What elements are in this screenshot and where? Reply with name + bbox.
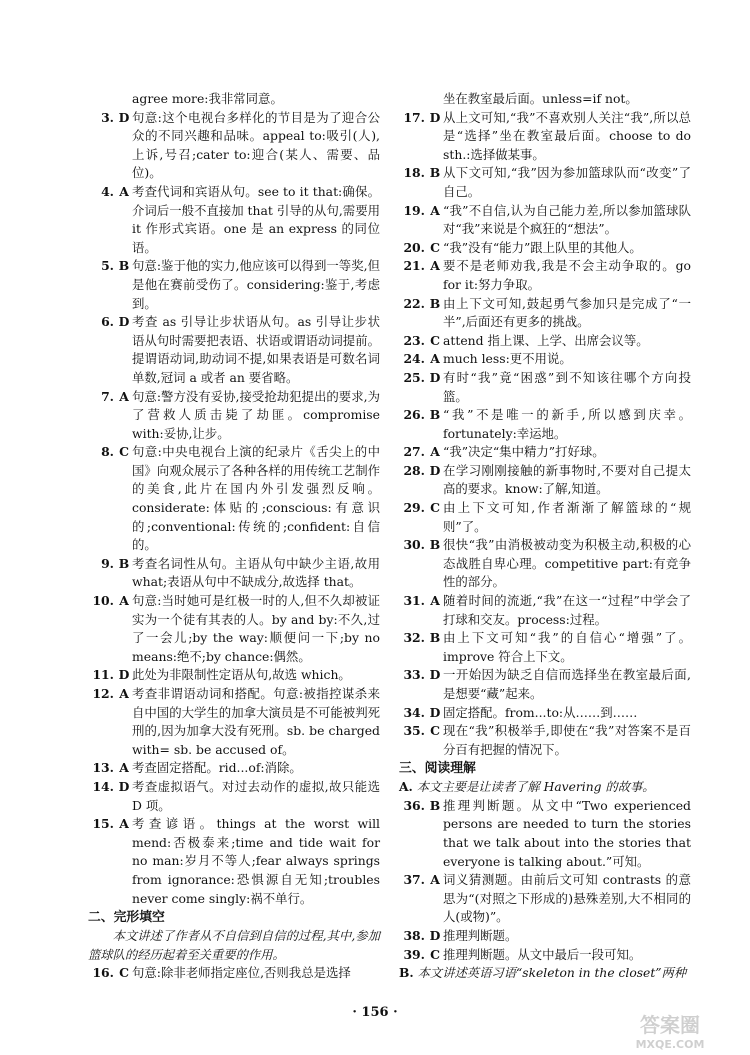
- question-number: 15.: [92, 816, 114, 832]
- answer-letter: A: [430, 351, 440, 367]
- left-column: [88, 90, 380, 983]
- answer-letter: B: [118, 258, 130, 274]
- explanation-text: “我”不自信,认为自己能力差,所以参加篮球队对“我”来说是个疯狂的“想法”。: [443, 202, 691, 237]
- question-number: 18.: [403, 165, 425, 181]
- question-number: 13.: [92, 760, 114, 776]
- answer-entry: [88, 815, 380, 908]
- answer-entry: [88, 183, 380, 257]
- watermark-logo: [600, 1010, 740, 1052]
- answer-letter: C: [430, 946, 440, 962]
- passage-summary-text: 本文讲述英语习语“skeleton in the closet”两种: [417, 966, 687, 981]
- explanation-text: 由上下文可知“我”的自信心“增强”了。improve 符合上下文。: [443, 630, 691, 664]
- answer-entry: [88, 388, 380, 444]
- answer-entry: [399, 462, 691, 499]
- answer-entry: [399, 164, 691, 201]
- explanation-text: 考查固定搭配。rid...of:消除。: [132, 760, 302, 776]
- answer-letter: D: [118, 778, 130, 794]
- answer-letter: A: [119, 816, 129, 832]
- question-number: 12.: [92, 686, 114, 701]
- passage-summary: [399, 964, 691, 982]
- answer-letter: A: [119, 593, 129, 609]
- explanation-text: 考查非谓语动词和搭配。句意:被指控谋杀来自中国的大学生的加拿大演员是不可能被判死刑的,因为加拿大没有死刑。sb. be charged with= sb. be accused of。: [132, 686, 380, 757]
- explanation-text: 句意:当时她可是红极一时的人,但不久却被证实为一个徒有其表的人。by and by:不久,过了一会儿;by the way:顺便问一下;by no means:绝不;by chance:偶然。: [132, 593, 380, 664]
- question-number: 25.: [403, 369, 425, 385]
- answer-letter: D: [429, 704, 441, 720]
- answer-letter: C: [430, 332, 440, 348]
- question-number: 16.: [92, 964, 114, 980]
- answer-letter: C: [430, 723, 440, 739]
- answer-letter: D: [118, 314, 130, 330]
- answer-continuation: [399, 90, 691, 109]
- answer-entry: [399, 666, 691, 703]
- question-number: 29.: [403, 500, 425, 516]
- answer-letter: B: [118, 555, 130, 571]
- answer-letter: D: [429, 667, 441, 683]
- explanation-text: 词义猜测题。由前后文可知 contrasts 的意思为“(对照之下形成的)悬殊差别,大不相同的人(或物)”。: [443, 872, 691, 925]
- explanation-text: 一开始因为缺乏自信而选择坐在教室最后面,是想要“藏”起来。: [443, 667, 691, 701]
- answer-entry: [88, 778, 380, 815]
- section-heading: 二、完形填空: [88, 910, 165, 926]
- answer-entry: [399, 295, 691, 332]
- answer-letter: A: [430, 202, 440, 218]
- explanation-text: 从下文可知,“我”因为参加篮球队而“改变”了自己。: [443, 165, 691, 199]
- explanation-text: 从上文可知,“我”不喜欢别人关注“我”,所以总是“选择”坐在教室最后面。choose to do sth.:选择做某事。: [443, 109, 691, 162]
- answer-entry: [399, 202, 691, 239]
- explanation-text: attend 指上课、上学、出席会议等。: [443, 332, 649, 348]
- answer-letter: B: [429, 295, 441, 311]
- question-number: 17.: [403, 109, 425, 125]
- answer-entry: [88, 555, 380, 592]
- question-number: 37.: [403, 872, 425, 888]
- answer-letter: D: [429, 109, 441, 125]
- answer-entry: [88, 964, 380, 983]
- explanation-text: 句意:鉴于他的实力,他应该可以得到一等奖,但是他在赛前受伤了。considering:鉴于,考虑到。: [132, 258, 380, 311]
- answer-entry: [399, 704, 691, 723]
- answer-entry: [399, 332, 691, 351]
- answer-entry: [88, 592, 380, 666]
- answer-letter: B: [429, 537, 441, 553]
- answer-letter: D: [429, 927, 441, 943]
- answer-letter: C: [430, 500, 440, 516]
- question-number: 20.: [403, 239, 425, 255]
- explanation-text: much less:更不用说。: [443, 351, 572, 367]
- explanation-text: 坐在教室最后面。unless=if not。: [443, 91, 638, 106]
- passage-summary-text: 本文讲述了作者从不自信到自信的过程,其中,参加篮球队的经历起着至关重要的作用。: [88, 929, 380, 962]
- answer-letter: D: [118, 109, 130, 125]
- answer-entry: [399, 722, 691, 759]
- answer-entry: [399, 257, 691, 294]
- question-number: 39.: [403, 946, 425, 962]
- answer-entry: [399, 536, 691, 592]
- question-number: 7.: [101, 388, 114, 404]
- explanation-text: 随着时间的流逝,“我”在这一“过程”中学会了打球和交友。process:过程。: [443, 593, 691, 627]
- answer-entry: [399, 946, 691, 965]
- explanation-text: 在学习刚刚接触的新事物时,不要对自己提太高的要求。know:了解,知道。: [443, 462, 691, 497]
- answer-entry: [399, 797, 691, 871]
- explanation-text: 有时“我”竟“困惑”到不知该往哪个方向投篮。: [443, 369, 691, 404]
- explanation-text: 考查代词和宾语从句。see to it that:确保。介词后一般不直接加 that 引导的从句,需要用 it 作形式宾语。one 是 an express 的同位语。: [132, 183, 380, 255]
- passage-label: B.: [399, 965, 414, 981]
- explanation-text: 此处为非限制性定语从句,故选 which。: [132, 667, 351, 683]
- question-number: 19.: [403, 202, 425, 218]
- answer-entry: [88, 109, 380, 183]
- answer-letter: A: [119, 686, 129, 701]
- answer-entry: [399, 239, 691, 258]
- question-number: 8.: [101, 444, 114, 460]
- question-number: 34.: [403, 704, 425, 720]
- explanation-text: 固定搭配。from...to:从……到……: [443, 704, 638, 720]
- answer-entry: [399, 499, 691, 536]
- answer-letter: B: [429, 797, 441, 813]
- answer-letter: C: [119, 964, 129, 980]
- answer-continuation: [88, 90, 380, 109]
- explanation-text: “我”没有“能力”跟上队里的其他人。: [443, 239, 642, 255]
- answer-entry: [399, 592, 691, 629]
- explanation-text: 由上下文可知,鼓起勇气参加只是完成了“一半”,后面还有更多的挑战。: [443, 295, 691, 330]
- explanation-text: “我”不是唯一的新手,所以感到庆幸。fortunately:幸运地。: [443, 407, 691, 441]
- answer-entry: [88, 666, 380, 685]
- answer-letter: B: [429, 165, 441, 181]
- question-number: 3.: [101, 109, 114, 125]
- question-number: 11.: [92, 667, 114, 683]
- answer-letter: D: [429, 462, 441, 478]
- explanation-text: “我”决定“集中精力”打好球。: [443, 444, 605, 460]
- question-number: 26.: [403, 407, 425, 423]
- explanation-text: 句意:中央电视台上演的纪录片《舌尖上的中国》向观众展示了各种各样的用传统工艺制作的美食,此片在国内外引发强烈反响。considerate:体贴的;conscious:有意识的;conventional:传统的;confident:自信的。: [132, 444, 380, 553]
- section-heading: 三、阅读理解: [399, 761, 476, 777]
- question-number: 4.: [101, 183, 114, 199]
- explanation-text: 句意:除非老师指定座位,否则我总是选择: [132, 964, 351, 980]
- explanation-text: 推理判断题。从文中最后一段可知。: [443, 946, 642, 962]
- answer-entry: [88, 685, 380, 759]
- answer-entry: [399, 109, 691, 165]
- answer-letter: A: [430, 258, 440, 274]
- answer-letter: A: [119, 388, 129, 404]
- answer-entry: [399, 369, 691, 406]
- question-number: 6.: [101, 314, 114, 330]
- question-number: 10.: [92, 593, 114, 609]
- explanation-text: 推理判断题。从文中“Two experienced persons are needed to turn the stories that we talk about into the stories that everyone is talking about.”可知。: [443, 797, 691, 869]
- answer-letter: B: [429, 407, 441, 423]
- question-number: 22.: [403, 295, 425, 311]
- answer-entry: [399, 927, 691, 946]
- question-number: 32.: [403, 630, 425, 646]
- answer-entry: [399, 871, 691, 927]
- answer-entry: [88, 257, 380, 313]
- question-number: 24.: [403, 351, 425, 367]
- watermark-line2: MXQE.COM: [635, 1038, 705, 1051]
- explanation-text: 要不是老师劝我,我是不会主动争取的。go for it:努力争取。: [443, 258, 691, 292]
- explanation-text: 句意:这个电视台多样化的节目是为了迎合公众的不同兴趣和品味。appeal to:吸引(人),上诉,号召;cater to:迎合(某人、需要、品位)。: [132, 109, 380, 181]
- answer-letter: A: [119, 183, 129, 199]
- passage-label: A.: [399, 779, 413, 795]
- explanation-text: agree more:我非常同意。: [132, 91, 283, 106]
- explanation-text: 很快“我”由消极被动变为积极主动,积极的心态战胜自卑心理。competitive part:有竞争性的部分。: [443, 537, 691, 590]
- explanation-text: 考查虚拟语气。对过去动作的虚拟,故只能选 D 项。: [132, 778, 380, 813]
- question-number: 36.: [403, 797, 425, 813]
- watermark-line1: 答案圈: [640, 1013, 700, 1037]
- answer-entry: [399, 629, 691, 666]
- passage-summary: [88, 927, 380, 964]
- answer-letter: A: [430, 593, 440, 609]
- question-number: 21.: [403, 258, 425, 274]
- answer-entry: [399, 350, 691, 369]
- answer-entry: [399, 443, 691, 462]
- answer-letter: C: [430, 239, 440, 255]
- question-number: 35.: [403, 723, 425, 739]
- question-number: 30.: [403, 537, 425, 553]
- question-number: 14.: [92, 778, 114, 794]
- question-number: 33.: [403, 667, 425, 683]
- question-number: 38.: [403, 927, 425, 943]
- passage-summary: [399, 778, 691, 796]
- explanation-text: 推理判断题。: [443, 927, 518, 943]
- page-number: · 156 ·: [352, 1005, 398, 1020]
- explanation-text: 现在“我”积极举手,即使在“我”对答案不是百分百有把握的情况下。: [443, 723, 691, 757]
- question-number: 23.: [403, 332, 425, 348]
- question-number: 9.: [101, 555, 114, 571]
- answer-letter: A: [119, 760, 129, 776]
- right-column: [399, 90, 691, 983]
- explanation-text: 句意:警方没有妥协,接受抢劫犯提出的要求,为了营救人质击毙了劫匪。compromise with:妥协,让步。: [132, 388, 380, 441]
- answer-entry: [399, 406, 691, 443]
- question-number: 28.: [403, 462, 425, 478]
- explanation-text: 由上下文可知,作者渐渐了解篮球的“规则”了。: [443, 500, 691, 534]
- answer-letter: A: [430, 872, 440, 888]
- answer-letter: A: [430, 444, 440, 460]
- answer-letter: C: [119, 444, 129, 460]
- answer-letter: D: [118, 667, 130, 683]
- explanation-text: 考查名词性从句。主语从句中缺少主语,故用 what;表语从句中不缺成分,故选择 that。: [132, 555, 380, 590]
- answer-entry: [88, 313, 380, 387]
- answer-entry: [88, 759, 380, 778]
- explanation-text: 考查谚语。things at the worst will mend:否极泰来;time and tide wait for no man:岁月不等人;fear always springs from ignorance:恐惧源自无知;troubles never come singly:祸不单行。: [132, 816, 380, 906]
- explanation-text: 考查 as 引导让步状语从句。as 引导让步状语从句时需要把表语、状语或谓语动词提前。提谓语动词,助动词不提,如果表语是可数名词单数,冠词 a 或者 an 要省略。: [132, 314, 380, 385]
- question-number: 5.: [101, 258, 114, 274]
- question-number: 31.: [403, 593, 425, 609]
- answer-letter: B: [429, 630, 441, 646]
- answer-entry: [88, 443, 380, 555]
- passage-summary-text: 本文主要是让读者了解 Havering 的故事。: [416, 780, 655, 795]
- answer-letter: D: [429, 369, 441, 385]
- question-number: 27.: [403, 444, 425, 460]
